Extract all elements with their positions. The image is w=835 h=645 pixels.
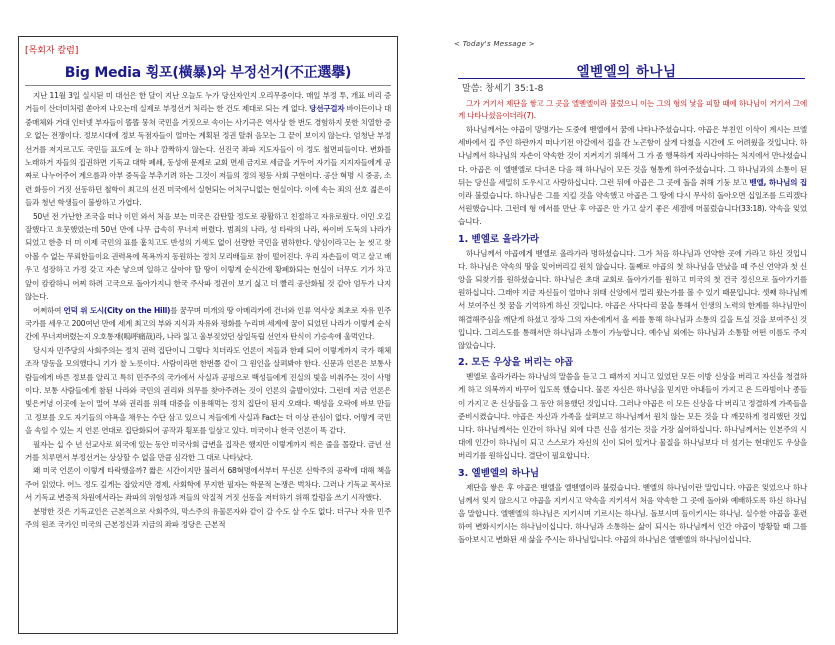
section-heading: 3. 엘벧엘의 하나님: [458, 467, 540, 479]
left-page: [0, 0, 417, 645]
highlight-text: 당선구걸자: [309, 104, 345, 114]
column-paragraph: 필자는 십 수 년 선교사로 외국에 있는 동안 미국사회 급변을 집작은 했지만 이렇게까지 썩은 줄을 몰랐다. 금년 선거를 치루면서 부정선거는 상상할 수 없을 만큼 심각한 그 대로 나타났다.: [25, 439, 391, 462]
intro-paragraph: 하나님께서는 야곱이 망명가는 도중에 벧엘에서 꿈에 나타나주셨습니다. 야곱은 부친인 이삭이 계시는 브엘세바에서 집 주인 하란까지 떠나기전 아갈에서 집을 간 노곤함이 살게 다쳤을 시간에 도 어려웠을 것입니다. 하나님께서 하나님의 자손이 약속한 것이 지켜지기 위해서 그 가 좀 행복하게 자라나야하는 처지에서 만나셨습니다. 아곱은 이 엘벧엘로 다녀온 다음 해 하나님이 모든 것을 형통케 하여주셨습니다. 그 하나님과의 소통이 된 뒤는 당신을 세밀히 도우시고 사랑하십니다. 그런 뒤에 아곱은 그 곳에 돌을 취해 기둥 보고 벧엘, 하나님의 집이라 불렀습니다. 하나님은 그를 지킬 것을 약속했고 아곱은 그 땅에 다시 무사히 돌아오면 십일조를 드리겠다 서원했습니다. 그런데 형 에서를 만난 후 야곱은 안 가고 살기 좋은 세겜에 머물렀습니다(33:18). 약속을 잊었습니다.: [458, 125, 807, 227]
column-paragraph: 분명한 것은 기독교인은 근본적으로 사회주의, 막스주의 유물론자와 같이 갈 수도 살 수도 없다. 더구나 자유 민주주의 원조 국가인 미국의 근본정신과 지금의 좌파 정당은 근본적: [25, 506, 391, 529]
section-text: 벧엘로 올라가라는 하나님의 말씀을 듣고 그 때까지 지니고 있었던 모든 이방 신상을 버리고 자신을 청결하게 하고 의복까지 바꾸어 입도록 했습니다. 물론 자신은 하나님을 믿지만 아내들이 가지고 온 드라빔이나 종들이 가지고 온 신상들을 그 동안 허용했던 것입니다. 그러나 야곱은 이 모든 신상을 다 버리고 정결하게 가족들을 준비시켰습니다. 야곱은 자신과 가족을 살펴보고 하나님께서 원치 않는 모든 것을 다 깨끗하게 정리했던 것입니다. 하나님께서는 인간이 하나님 외에 다른 신을 섬기는 것을 가장 싫어하십니다. 하나님께서는 인본주의 시대에 인간이 하나님이 되고 스스로가 자신의 신이 되어 있거나 물질을 하나님보다 더 섬기는 현대인도 우상을 버리기를 원하십니다. 결단이 필요합니다.: [458, 372, 807, 461]
scripture-reference: 말씀: 창세기 35:1-8: [462, 84, 544, 94]
column-paragraph: 50년 전 가난한 조국을 떠나 이민 와서 처음 보는 미국은 감탄할 정도로 광활하고 친절하고 자유로웠다. 이민 오길 잘했다고 흐뭇했었는데 50년 만에 나무 급속히 무너져 버렸다. 범죄의 나라, 성 타락의 나라, 싸이버 도둑의 나라가 되었고 한층 더 미 이제 국민의 표를 훔치고도 반성의 기색도 없이 선량한 국민을 폄하한다. 양심이라고는 눈 씻고 찾아볼 수 없는 무뢰한들이요 권력욕에 목욕까지 동원하는 정치 모리배들로 참이 떨어진다. 우리 자손들이 먹고 살고 배우고 성장하고 가정 갖고 자손 낳으며 일하고 살아야 할 땅이 이렇게 순식간에 황폐화되는 현실이 너무도 기가 차고 앞이 캄캄하니 어찌 하려 고국으로 돌아가지니 한국 주사파 정권이 보기 싫고 더 빨리 공산화될 것 같아 엄두가 나지 않는다.: [25, 211, 391, 302]
column-paragraph: 당시자 민주당의 사회주의는 정치 권력 집단이니 그렇다 치더라도 언론이 저들과 한패 되어 이렇게까지 국가 해체 조작 망동을 모의했다니 기가 찰 노릇이다. 사람이라면 한번쯤 같이 그 원인을 살펴봐야 한다. 신문과 언론은 보통사람들에게 바른 정보를 알리고 특히 민주주의 국가에서 사실과 공평으로 백성들에게 진실의 빛을 비춰주는 것이 사명이다. 보통 사람들에게 참된 나라와 국민의 권리와 의무를 찾아주려는 것이 언론의 출발이었다. 그런데 지금 언론은 빛은커녕 이곳에 눈이 멀어 부와 권리를 위해 대중을 이용해먹는 정치 집단이 된지 오래다. 백성을 오락에 바보 만들고 정보를 오도 자기들의 야욕을 채우는 수단 삼고 있으니 저들에게 사실과 Fact는 더 이상 관심이 없다. 어떻게 국민을 속일 수 있는 지 언론 연대로 집단화되어 공작과 횡포를 일삼고 있다. 미국이나 한국 언론이 똑 같다.: [25, 345, 391, 436]
column-body: [25, 89, 391, 531]
section-heading: 2. 모든 우상을 버리는 야곱: [458, 357, 574, 369]
title-divider: [458, 78, 805, 79]
divider: [25, 85, 391, 86]
key-verse: 그가 거기서 제단을 쌓고 그 곳을 엘벧엘이라 불렀으니 이는 그의 형의 낯을 피할 때에 하나님이 거기서 그에게 나타나셨음이더라(7).: [458, 99, 807, 120]
column-paragraph: 어쩌하여 언덕 위 도시(City on the Hill)를 꿈꾸며 미개의 땅 아메리카에 건너와 인류 역사상 최초로 자유 민주국가를 세우고 200여년 만에 세계 최고의 부와 지식과 자유와 평화를 누리며 세계에 꿈이 되었던 나라가 이렇게 순식간에 무너져버렸는지 오호통재(嗚呼痛哉)라, 나라 잃고 울부짖었던 삼일독립 선언자 탄식이 기승속에 울먹인다.: [25, 305, 392, 342]
highlight-text: 벧엘, 하나님의 집: [749, 177, 807, 187]
section-text: 하나님께서 야곱에게 벧엘로 올라가라 명하셨습니다. 그가 처음 하나님과 언약한 곳에 가라고 하신 것입니다. 하나님은 약속의 땅을 잊어버리길 원치 않습니다. 둘째로 야곱의 첫 하나님을 만났을 때 주신 언약과 첫 신앙을 되찾기를 원하셨습니다. 하나님은 초대 교회로 돌아가기를 원하고 미국의 첫 건국 정신으로 돌아가기를 원하십니다. 그래야 지금 자신들이 얼마나 위태 신앙에서 멀리 왔는가를 볼 수 있기 때문입니다. 셋째 하나님께서 보여주신 첫 꿈을 기억하게 하신 것입니다. 야곱은 사닥다리 꿈을 통해서 인생의 노력의 한계를 하나님만이 해결해주심을 깨닫게 하셨고 장차 그의 자손에게서 올 씨를 통해 하나님과 소통의 길을 트실 것을 보여주신 것입니다. 그리스도를 통해서만 하나님과 소통이 가능합니다. 예수님 외에는 하나님과 소통할 어떤 이름도 주지 않았습니다.: [458, 248, 807, 351]
column-paragraph: 지난 11월 3일 실시된 미 대선은 한 달이 지난 오늘도 누가 당선자인지 오리무중이다. 매일 부정 투, 개표 비리 증거들이 산더미처럼 쏟아져 나오는데 실제로 부정선거 처리는 한 건도 제대로 되는 게 없다. 당선구걸자 바이든이나 대중매체와 거대 인터넷 부자들이 똘똘 뭉쳐 국민을 거짓으로 속이는 사기극은 역사상 한 번도 경험하지 못한 치열한 증오 없는 전쟁이다. 정보시대에 정보 독점자들이 얼마는 계획된 정권 탈취 음모는 그 끝이 보이지 않는다. 엄청난 부정선거를 저지르고도 국민들 표도에 눈 하나 깜짝하지 않는다. 선진국 좌파 지도자들이 이 정도 철면피들이다. 변화를 노래하거 자들의 집권하면 기독교 대학 폐쇄, 동성애 문제로 교회 면세 금지로 세금을 거두어 자기들 지지자들에게 공짜로 나누어주어 계으름과 아부 중독을 부추기려 하는 그것이 저들의 정의 평등 사회 구현이다. 공산 혁명 시 중공, 소련 화등이 거짓 선동하던 철학이 최고의 선진 미국에서 실현되는 어처구니없는 현실이다. 이에 속는 죄의 선호 젊은이들과 청년 학생들이 불쌍하고 가엽다.: [25, 91, 391, 208]
sermon-title: 엘벧엘의 하나님: [576, 64, 677, 80]
sermon-body: [458, 98, 807, 547]
todays-message-label: < Today's Message >: [454, 40, 535, 48]
section-text: 제단을 쌓은 후 야곱은 벧엘을 엘벧엘이라 불렀습니다. 벧엘의 하나님이란 말입니다. 야곱은 잊었으나 하나님께서 잊지 않으시고 야곱을 지키시고 약속을 지키셔서 처음 약속한 그 곳에 돌아와 예배하도록 하신 하나님을 말합니다. 엘벧엘의 하나님은 지키시며 기르시는 하나님. 돌보시며 들이키시는 하나님. 실수한 야곱을 훈련하여 변화시키시는 하나님이십니다. 하나님과 소통하는 삶이 되시는 하나님께서 인간 야곱이 방황할 때 그를 돌아보시고 변화된 새 삶을 주시는 하나님입니다. 야곱의 하나님은 엘벧엘의 하나님이십니다.: [458, 482, 807, 545]
section-heading: 1. 벧엘로 올라가라: [458, 233, 540, 245]
column-headline: Big Media 횡포(橫暴)와 부정선거(不正選擧): [64, 65, 352, 81]
column-box: [18, 36, 398, 634]
column-paragraph: 왜 미국 언론이 이렇게 타락했을까? 짧은 시간이지만 불러서 68혁명에서부터 무신론 신학주의 공략에 대해 책을 주어 읽었다. 어느 정도 깊게는 잡았지만 경제, 사회학에 무지한 필자는 학문적 논쟁은 벅차다. 그러나 기독교 목사로서 기독교 변증적 차원에서라는 좌파의 위험성과 저들의 악질적 거짓 선동을 저터하기 위해 칼럼을 쓰기 시작했다.: [25, 466, 391, 503]
right-page: [418, 0, 835, 645]
highlight-text: 언덕 위 도시(City on the Hill): [63, 305, 171, 315]
column-tag: [목회자 칼럼]: [25, 46, 79, 56]
